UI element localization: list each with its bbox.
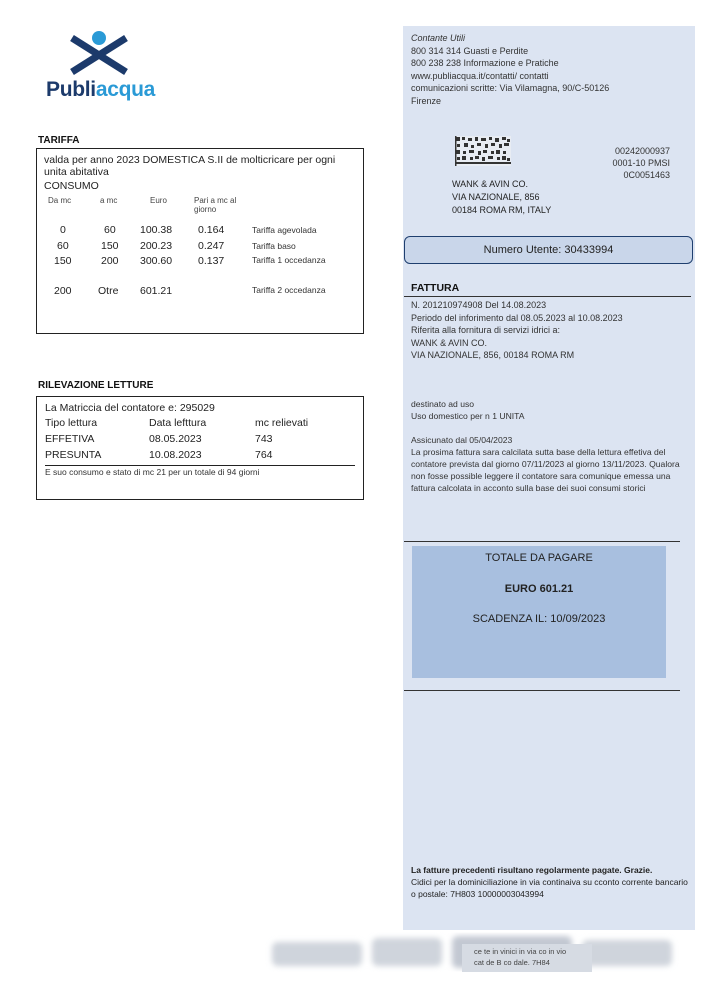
tariffa-box	[36, 148, 364, 334]
uso-line: destinato ad uso	[411, 399, 475, 409]
document-codes	[590, 145, 670, 181]
col-header-data: Data lefttura	[149, 417, 207, 429]
table-cell: 200	[54, 285, 72, 297]
fattura-line: VIA NAZIONALE, 856, 00184 ROMA RM	[411, 350, 575, 360]
table-cell: 200.23	[140, 240, 173, 252]
contact-line: Firenze	[411, 95, 442, 106]
fattura-title: FATTURA	[411, 282, 460, 294]
tariffa-description: valda per anno 2023 DOMESTICA S.II de molticricare per ogni unita abitativa	[44, 154, 336, 178]
address-line: VIA NAZIONALE, 856	[452, 192, 540, 202]
contact-block	[411, 32, 686, 107]
fattura-line: N. 201210974908 Del 14.08.2023	[411, 300, 547, 310]
contact-line: 800 314 314 Guasti e Perdite	[411, 45, 529, 56]
fattura-line: WANK & AVIN CO.	[411, 337, 488, 348]
numero-utente-box: Numero Utente: 30433994	[404, 236, 693, 264]
table-cell: 08.05.2023	[149, 433, 202, 445]
col-header-a: a mc	[100, 196, 118, 205]
contact-line: 800 238 238 Informazione e Pratiche	[411, 58, 559, 68]
table-cell: 150	[101, 240, 119, 252]
totale-amount: EURO 601.21	[504, 583, 574, 595]
fattura-line: Periodo del inforimento dal 08.05.2023 al 10.08.2023	[411, 312, 623, 323]
table-cell: 0.164	[198, 224, 225, 236]
contact-line: comunicazioni scritte: Via Vilamagna, 90/C-50126	[411, 83, 610, 93]
domiciliazione-text: Cidici per la dominiciliazione in via continaiva su cconto corrente bancario o postale: 7H803 10000003043994	[411, 877, 688, 899]
table-cell: 0	[60, 224, 66, 236]
table-cell: EFFETIVA	[45, 433, 95, 445]
table-cell: 601.21	[140, 285, 173, 297]
table-cell: 0.247	[198, 240, 225, 252]
payment-status: La fatture precedenti risultano regolarmente pagate. Grazie.	[411, 865, 653, 875]
code-line: 0001-10 PMSI	[612, 158, 670, 168]
table-cell: 100.38	[140, 224, 173, 236]
code-line: 0C0051463	[623, 170, 670, 180]
address-line: 00184 ROMA RM, ITALY	[452, 205, 552, 215]
uso-line: Uso domestico per n 1 UNITA	[411, 411, 525, 421]
consumo-summary: E suo consumo e stato di mc 21 per un totale di 94 giorni	[45, 467, 260, 477]
scadenza-date: SCADENZA IL: 10/09/2023	[472, 613, 606, 625]
fattura-line: Riferita alla fornitura di servizi idrici a:	[411, 325, 561, 335]
divider	[45, 465, 355, 466]
divider	[404, 690, 680, 691]
table-note: Tariffa baso	[252, 241, 296, 251]
recipient-address	[452, 178, 551, 217]
consumo-label: CONSUMO	[44, 180, 99, 192]
col-header-da: Da mc	[48, 196, 72, 205]
table-cell: 60	[57, 240, 69, 252]
table-note: Tariffa 2 occedanza	[252, 285, 326, 295]
assicurato-line: Assicunato dal 05/04/2023	[411, 435, 513, 445]
table-cell: 200	[101, 255, 119, 267]
table-cell: 300.60	[140, 255, 173, 267]
totale-box	[412, 546, 666, 678]
table-note: Tariffa agevolada	[252, 225, 317, 235]
footer-line: cat de B co dale. 7H84	[474, 958, 550, 967]
fattura-details	[411, 299, 689, 362]
fattura-notes	[411, 398, 686, 494]
col-header-mc: mc relievati	[255, 417, 309, 429]
prossima-fattura-paragraph: La prosima fattura sara calcilata sutta base della lettura effetiva del contatore prevista dal giorno 07/11/2023 al giorno 13/11/2023. Qualora non fosse possible leggere il contatore sara comunique emessa una fattura calcolata in acconto sulla base dei suoi consumi storici	[411, 447, 680, 493]
rilevazione-box	[36, 396, 364, 500]
table-note: Tariffa 1 occedanza	[252, 255, 326, 265]
contact-link[interactable]: www.publiacqua.it/contatti/ contatti	[411, 70, 549, 81]
col-header-euro: Euro	[150, 196, 167, 205]
table-cell: 10.08.2023	[149, 449, 202, 461]
table-cell: PRESUNTA	[45, 449, 102, 461]
table-cell: 743	[255, 433, 273, 445]
table-cell: 60	[104, 224, 116, 236]
publiacqua-logo-text: Publiacqua	[46, 78, 156, 101]
payment-note	[411, 864, 691, 900]
matricola-text: La Matriccia del contatore e: 295029	[45, 402, 215, 414]
col-header-tipo: Tipo lettura	[45, 417, 98, 429]
footer-line: ce te in vinici in via co in vio	[474, 947, 567, 956]
datamatrix-code-icon	[455, 136, 511, 166]
contact-heading: Contante Utili	[411, 33, 466, 43]
totale-label: TOTALE DA PAGARE	[485, 552, 593, 564]
table-cell: 764	[255, 449, 273, 461]
tariffa-title: TARIFFA	[38, 135, 80, 146]
table-cell: Otre	[98, 285, 119, 297]
rilevazione-title: RILEVAZIONE LETTURE	[38, 380, 154, 391]
footer-stub-text	[474, 946, 654, 968]
table-cell: 0.137	[198, 255, 225, 267]
address-line: WANK & AVIN CO.	[452, 179, 529, 189]
col-header-pari: Pari a mc al giorno	[194, 196, 237, 214]
divider	[404, 541, 680, 542]
table-cell: 150	[54, 255, 72, 267]
code-line: 00242000937	[614, 146, 670, 156]
divider	[404, 296, 691, 297]
